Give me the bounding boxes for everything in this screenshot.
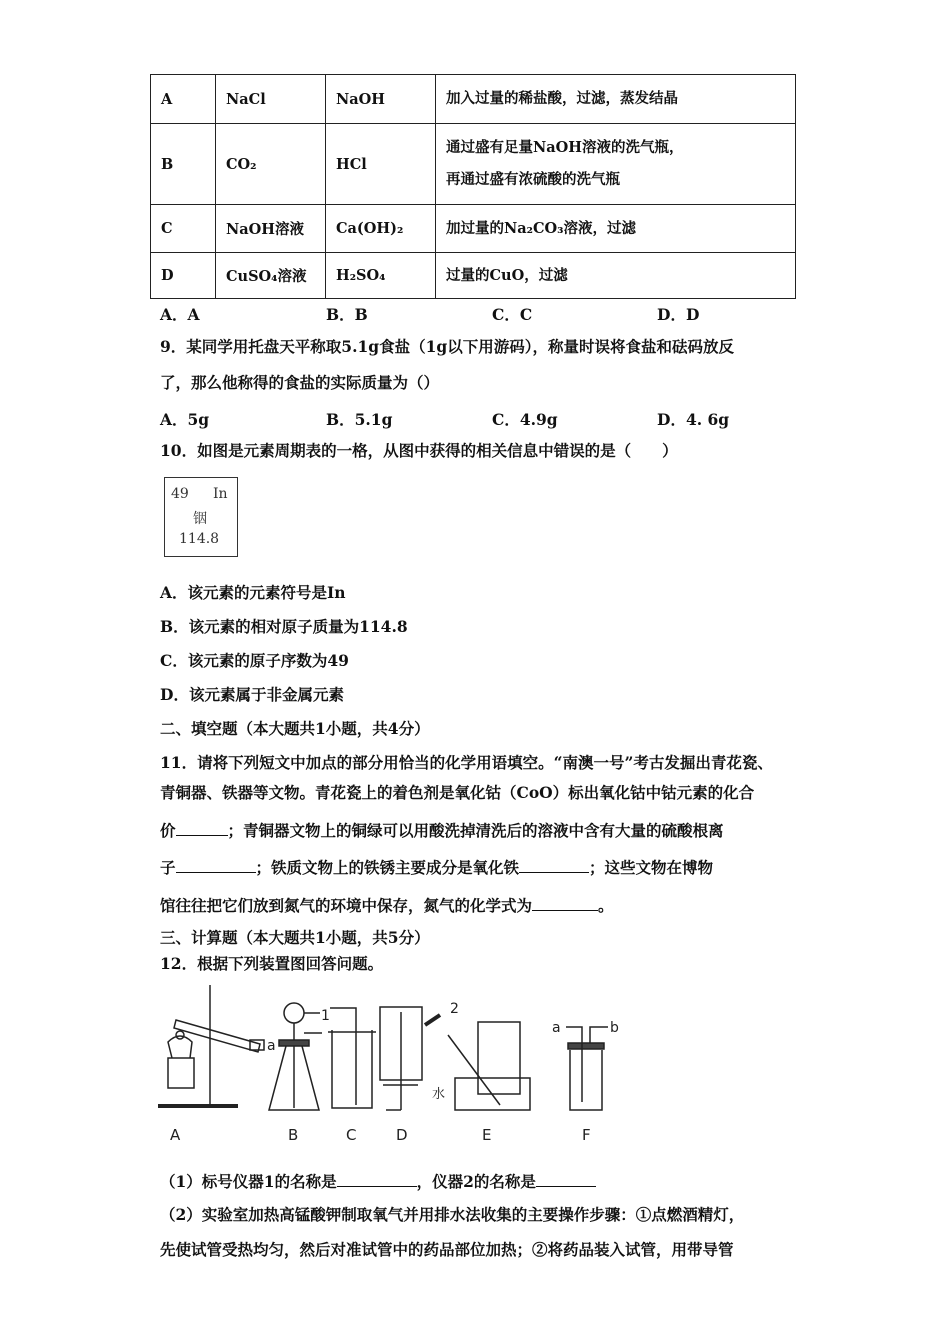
cell-substance: NaOH溶液 <box>216 205 326 253</box>
q11-line1: 11．请将下列短文中加点的部分用恰当的化学用语填空。“南澳一号”考古发掘出青花瓷、 <box>160 753 773 772</box>
cell-substance: CO₂ <box>216 124 326 205</box>
cell-impurity: NaOH <box>326 75 436 124</box>
cell-option: C <box>151 205 216 253</box>
apparatus-a <box>158 985 264 1106</box>
q12-part1 <box>160 1170 596 1192</box>
method-text: 加过量的Na₂CO₃溶液，过滤 <box>446 219 637 237</box>
apparatus-b-group <box>269 1003 330 1110</box>
atomic-number: 49 <box>171 486 189 502</box>
text: ；这些文物在博物 <box>589 858 714 877</box>
table-row <box>151 253 796 299</box>
method-text: 加入过量的稀盐酸，过滤，蒸发结晶 <box>446 90 678 107</box>
answer-blank[interactable] <box>532 894 598 911</box>
q9-stem-line1: 9．某同学用托盘天平称取5.1g食盐（1g以下用游码），称量时误将食盐和砝码放反 <box>160 337 734 356</box>
q11-line5 <box>160 894 614 916</box>
cell-method <box>436 124 796 205</box>
atomic-mass: 114.8 <box>179 531 220 547</box>
element-cell <box>164 477 238 557</box>
q10-option-b: B．该元素的相对原子质量为114.8 <box>160 617 408 636</box>
q11-line4 <box>160 856 713 878</box>
label-E: E <box>482 1126 492 1144</box>
label-a-port: a <box>267 1038 276 1054</box>
q8-option-d: D．D <box>657 305 700 324</box>
text: 馆往往把它们放到氮气的环境中保存，氮气的化学式为 <box>160 896 533 915</box>
label-A: A <box>170 1126 181 1144</box>
label-C: C <box>346 1126 357 1144</box>
section-heading-fill-in: 二、填空题（本大题共1小题，共4分） <box>160 719 430 738</box>
cell-method <box>436 253 796 299</box>
q9-option-b: B．5.1g <box>326 410 393 429</box>
cell-option: A <box>151 75 216 124</box>
cell-substance: NaCl <box>216 75 326 124</box>
answer-blank[interactable] <box>337 1170 417 1187</box>
q8-option-a: A．A <box>160 305 200 324</box>
cell-impurity: HCl <box>326 124 436 205</box>
cell-substance: CuSO₄溶液 <box>216 253 326 299</box>
answer-blank[interactable] <box>176 819 228 836</box>
label-a-inlet: a <box>552 1020 561 1036</box>
label-B: B <box>288 1126 299 1144</box>
q12-part2-line2: 先使试管受热均匀，然后对准试管中的药品部位加热；②将药品装入试管，用带导管 <box>160 1240 734 1259</box>
q11-line2: 青铜器、铁器等文物。青花瓷上的着色剂是氧化钴（CoO）标出氧化钴中钴元素的化合 <box>160 783 755 802</box>
method-text: 过量的CuO，过滤 <box>446 266 568 284</box>
answer-blank[interactable] <box>519 856 589 873</box>
q12-part2-line1: （2）实验室加热高锰酸钾制取氧气并用排水法收集的主要操作步骤：①点燃酒精灯， <box>160 1205 745 1224</box>
method-text: 再通过盛有浓硫酸的洗气瓶 <box>446 171 620 188</box>
q8-option-c: C．C <box>492 305 533 324</box>
element-name: 铟 <box>193 511 207 527</box>
q9-option-c: C．4.9g <box>492 410 558 429</box>
q9-option-a: A．5g <box>160 410 210 429</box>
apparatus-d <box>380 1007 440 1110</box>
section-heading-calc: 三、计算题（本大题共1小题，共5分） <box>160 928 430 947</box>
q11-line3 <box>160 819 724 841</box>
q10-option-a: A．该元素的元素符号是In <box>160 583 346 602</box>
table-row <box>151 124 796 205</box>
cell-method <box>436 205 796 253</box>
cell-option: B <box>151 124 216 205</box>
q9-stem-line2: 了，那么他称得的食盐的实际质量为（） <box>160 373 440 392</box>
answer-blank[interactable] <box>176 856 256 873</box>
label-2: 2 <box>450 1001 459 1017</box>
cell-impurity: H₂SO₄ <box>326 253 436 299</box>
q12-stem: 12．根据下列装置图回答问题。 <box>160 954 384 973</box>
text: ，仪器2的名称是 <box>416 1172 536 1191</box>
text: ；青铜器文物上的铜绿可以用酸洗掉清洗后的溶液中含有大量的硫酸根离 <box>227 821 724 840</box>
cell-method <box>436 75 796 124</box>
label-1: 1 <box>321 1008 330 1024</box>
label-b-outlet: b <box>610 1020 619 1036</box>
element-symbol: In <box>213 486 228 502</box>
apparatus-f <box>566 1027 608 1110</box>
q10-option-c: C．该元素的原子序数为49 <box>160 651 349 670</box>
apparatus-e <box>448 1022 530 1110</box>
method-text: 通过盛有足量NaOH溶液的洗气瓶， <box>446 139 684 156</box>
text: 价 <box>160 821 176 840</box>
label-water: 水 <box>432 1087 446 1102</box>
q10-stem: 10．如图是元素周期表的一格，从图中获得的相关信息中错误的是（ ） <box>160 441 678 460</box>
cell-option: D <box>151 253 216 299</box>
text: 子 <box>160 858 176 877</box>
options-table <box>150 74 796 299</box>
label-F: F <box>582 1126 591 1144</box>
table-row <box>151 205 796 253</box>
q9-option-d: D．4. 6g <box>657 410 730 429</box>
apparatus-b <box>269 1003 322 1110</box>
label-D: D <box>396 1126 408 1144</box>
apparatus-figure <box>150 980 800 1145</box>
table-row <box>151 75 796 124</box>
q8-option-b: B．B <box>326 305 368 324</box>
cell-impurity: Ca(OH)₂ <box>326 205 436 253</box>
answer-blank[interactable] <box>536 1170 596 1187</box>
text: 。 <box>598 896 614 915</box>
text: ；铁质文物上的铁锈主要成分是氧化铁 <box>255 858 520 877</box>
apparatus-c <box>328 1008 376 1108</box>
q10-option-d: D．该元素属于非金属元素 <box>160 685 344 704</box>
text: （1）标号仪器1的名称是 <box>160 1172 337 1191</box>
